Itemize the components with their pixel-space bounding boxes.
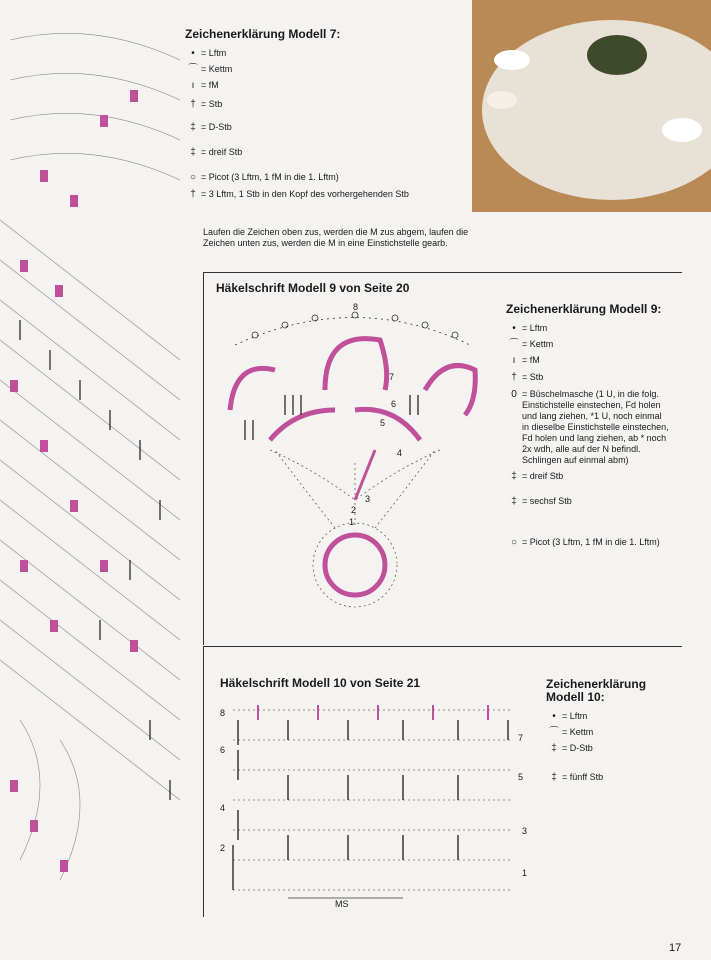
legend-item: † = 3 Lftm, 1 Stb in den Kopf des vorhergehenden Stb	[190, 189, 409, 200]
legend-item: ‡ = dreif Stb	[190, 147, 243, 158]
chart10-row-label: 1	[522, 868, 528, 878]
chart10-row-label: 5	[518, 772, 524, 782]
legend-item: ı = fM	[191, 80, 219, 91]
legend-item: • = Lftm	[512, 323, 548, 334]
legend-item: ı = fM	[512, 355, 540, 366]
legend-item: • = Lftm	[552, 711, 588, 722]
chart9-round-label: 5	[380, 418, 386, 428]
chart9-round-label: 8	[353, 302, 359, 312]
chart9-round-label: 1	[349, 517, 355, 527]
tablecloth-photo	[472, 0, 711, 212]
legend7-list	[185, 48, 465, 205]
left-pattern-strip	[0, 20, 190, 920]
chart10-row-label: 3	[522, 826, 528, 836]
legend-item: ⌒ = Kettm	[549, 727, 594, 738]
chart9-round-label: 3	[365, 494, 371, 504]
chart10-row-label: 7	[518, 733, 524, 743]
legend-item: ‡ = fünff Stb	[551, 772, 604, 783]
legend-item: ‡ = D-Stb	[190, 122, 232, 133]
chart9-round-label: 4	[397, 448, 403, 458]
legend-item: ⌒ = Kettm	[188, 64, 233, 75]
legend-item: ○ = Picot (3 Lftm, 1 fM in die 1. Lftm)	[189, 172, 339, 183]
legend9-title: Zeichenerklärung Modell 9:	[506, 302, 662, 316]
chart9-round-label: 2	[351, 505, 357, 515]
chart10-row-label: 8	[220, 708, 226, 718]
legend-item: ‡ = dreif Stb	[511, 471, 564, 482]
legend-item: 0 = Büschelmasche (1 U, in die folg. Einstichstelle einstechen, Fd holen und lang ziehen, *1 U, noch einmal in dieselbe Einstichstelle einstechen, Fd holen und lang ziehen, ab * noch 2x wdh, alle auf der N befindl. Schlingen auf einmal abm)	[511, 389, 669, 465]
legend-item: ○ = Picot (3 Lftm, 1 fM in die 1. Lftm)	[510, 537, 660, 548]
chart9-title: Häkelschrift Modell 9 von Seite 20	[216, 281, 410, 295]
chart10-row-label: 4	[220, 803, 226, 813]
legend10-title: Zeichenerklärung Modell 10:	[546, 677, 647, 704]
chart10-row-label: 2	[220, 843, 226, 853]
legend-item: • = Lftm	[191, 48, 227, 59]
chart10-title: Häkelschrift Modell 10 von Seite 21	[220, 676, 421, 690]
legend10-list	[546, 711, 696, 788]
legend-item: ‡ = sechsf Stb	[511, 496, 572, 507]
legend-item: † = Stb	[190, 99, 223, 110]
legend-item: † = Stb	[511, 372, 544, 383]
chart9-round-label: 6	[391, 399, 397, 409]
chart9-diagram	[215, 300, 485, 630]
legend-item: ⌒ = Kettm	[509, 339, 554, 350]
chart10-row-label: 6	[220, 745, 226, 755]
chart10-diagram	[228, 700, 518, 910]
page-number: 17	[669, 942, 682, 954]
chart10-ms-label: MS	[335, 899, 349, 909]
chart9-round-label: 7	[389, 372, 395, 382]
legend-item: ‡ = D-Stb	[551, 743, 593, 754]
legend9-list	[506, 323, 696, 553]
legend7-note: Laufen die Zeichen oben zus, werden die M zus abgem, laufen die Zeichen unten zus, werden die M in eine Einstichstelle gearb.	[203, 227, 469, 248]
legend7-title: Zeichenerklärung Modell 7:	[185, 27, 341, 41]
